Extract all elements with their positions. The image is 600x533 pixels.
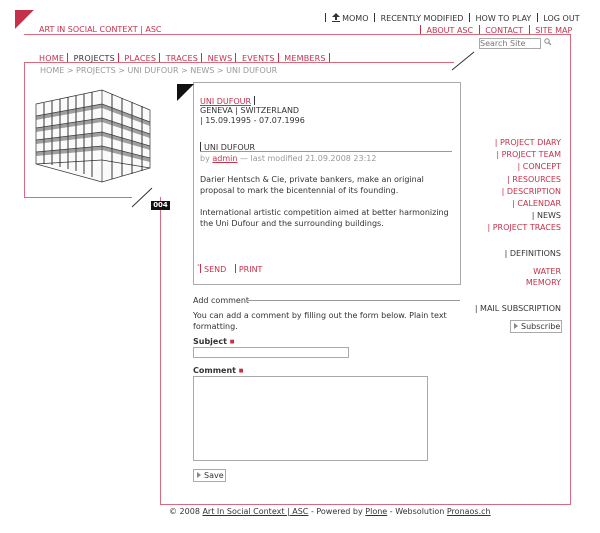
project-menu [487,137,561,235]
momo-link[interactable]: MOMO [342,14,369,23]
separator [201,53,202,62]
footer [169,507,491,516]
required-icon: ■ [229,339,235,345]
separator [254,96,255,105]
save-button[interactable] [193,469,226,482]
separator [374,13,375,22]
byline-by: by [200,154,210,163]
author-link[interactable]: admin [212,154,238,163]
project-name-link[interactable]: UNI DUFOUR [200,97,252,106]
search-icon[interactable] [544,38,552,48]
send-link[interactable]: SEND [204,265,227,274]
comment-help-text: You can add a comment by filling out the form below. Plain text formatting. [193,311,447,331]
about-asc-link[interactable]: ABOUT ASC [426,26,474,35]
site-map-link[interactable]: SITE MAP [535,26,573,35]
article-title-text: UNI DUFOUR [204,143,256,152]
separator [235,264,236,273]
separator [67,53,68,62]
separator [479,25,480,34]
menu-resources[interactable]: | RESOURCES [507,174,561,184]
separator [159,53,160,62]
contact-link[interactable]: CONTACT [485,26,524,35]
definitions-heading: | DEFINITIONS [504,249,561,258]
footer-site-link[interactable]: Art In Social Context | ASC [202,507,309,516]
menu-news[interactable]: | NEWS [531,211,561,221]
comment-legend-line [248,300,460,301]
upload-icon [332,13,340,24]
article-paragraph-1: Darier Hentsch & Cie, private bankers, make an original proposal to mark the bicentennial of its founding. [200,175,424,195]
separator [118,53,119,62]
subject-field[interactable] [193,347,349,358]
menu-calendar[interactable]: | CALENDAR [512,199,561,209]
how-to-play-link[interactable]: HOW TO PLAY [475,14,532,23]
menu-project-diary[interactable]: | PROJECT DIARY [494,138,561,147]
recently-modified-link[interactable]: RECENTLY MODIFIED [380,14,464,23]
separator [200,264,201,273]
main-nav [39,53,333,63]
subscribe-label: Subscribe [521,321,561,331]
comment-label [193,366,244,375]
arrow-right-icon [514,323,518,329]
project-name [200,96,258,106]
log-out-link[interactable]: LOG OUT [543,14,580,23]
top-nav [322,13,580,24]
nav-members[interactable]: MEMBERS [284,54,326,63]
mail-subscription-heading: | MAIL SUBSCRIPTION [474,304,561,313]
definition-memory[interactable]: MEMORY [525,278,561,287]
comment-field[interactable] [193,376,428,461]
save-label: Save [204,470,224,480]
separator [529,25,530,34]
separator [420,25,421,34]
arrow-right-icon [197,472,201,478]
menu-description[interactable]: | DESCRIPTION [501,186,561,196]
site-logo-icon[interactable] [15,10,35,30]
comment-label-text: Comment [193,366,236,375]
separator [469,13,470,22]
menu-project-team[interactable]: | PROJECT TEAM [496,150,561,160]
byline-modified: — last modified 21.09.2008 23:12 [239,154,377,163]
subscribe-button[interactable] [510,320,562,333]
separator [200,142,201,151]
subject-label [193,337,234,346]
footer-pronaos-link[interactable]: Pronaos.ch [446,507,491,516]
building-illustration [32,86,154,186]
page-number-badge: 004 [151,201,170,210]
nav-traces[interactable]: TRACES [165,54,199,63]
nav-events[interactable]: EVENTS [241,54,275,63]
utility-nav [417,25,572,35]
content-corner-icon [177,84,195,102]
definition-water[interactable]: WATER [533,267,561,276]
footer-plone-link[interactable]: Plone [365,507,388,516]
print-link[interactable]: PRINT [238,265,263,274]
separator [329,53,330,62]
menu-concept[interactable]: | CONCEPT [517,162,561,172]
site-title[interactable]: ART IN SOCIAL CONTEXT | ASC [39,25,162,34]
subject-label-text: Subject [193,337,227,346]
separator [278,53,279,62]
nav-places[interactable]: PLACES [124,54,157,63]
article-title-divider [200,151,452,152]
separator [325,13,326,22]
tick-mark: ˚ [197,265,200,272]
nav-home[interactable]: HOME [39,54,65,63]
comment-legend: Add comment [193,296,250,305]
required-icon: ■ [238,368,244,374]
separator [235,53,236,62]
nav-projects[interactable]: PROJECTS [73,54,115,63]
project-location: GENEVA | SWITZERLAND [200,106,300,115]
footer-websolution: - Websolution [389,507,445,516]
footer-copyright: © 2008 [169,507,200,516]
nav-news[interactable]: NEWS [207,54,233,63]
project-dates: | 15.09.1995 - 07.07.1996 [200,116,305,125]
article-actions [197,264,262,274]
footer-powered: - Powered by [310,507,363,516]
search-input[interactable] [479,38,541,49]
menu-project-traces[interactable]: | PROJECT TRACES [487,223,561,233]
article-paragraph-2: International artistic competition aimed at better harmonizing the Uni Dufour and the surrounding buildings. [200,208,449,228]
article-byline [200,154,376,163]
separator [537,13,538,22]
breadcrumb: HOME > PROJECTS > UNI DUFOUR > NEWS > UNI DUFOUR [40,66,278,75]
